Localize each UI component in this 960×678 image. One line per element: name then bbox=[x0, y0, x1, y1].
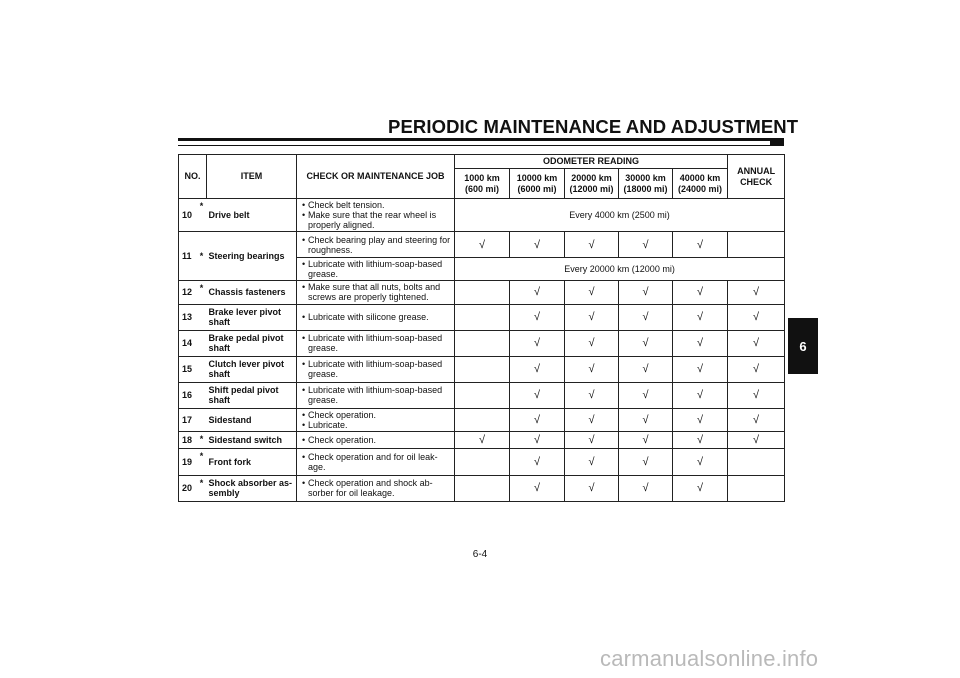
check-mark: √ bbox=[588, 389, 595, 402]
check-cell bbox=[728, 304, 785, 330]
job-step: • Make sure that all nuts, bolts and screws are properly tightened. bbox=[300, 282, 452, 302]
check-mark: √ bbox=[642, 482, 649, 495]
check-cell bbox=[510, 431, 565, 448]
inspection-mark bbox=[197, 330, 207, 356]
job-list bbox=[300, 385, 452, 405]
check-mark: √ bbox=[697, 286, 704, 299]
check-mark: √ bbox=[753, 286, 760, 299]
check-cell bbox=[728, 232, 785, 258]
job-list bbox=[300, 478, 452, 498]
watermark-text: carmanualsonline.info bbox=[600, 646, 819, 671]
chapter-tab: 6 bbox=[788, 318, 818, 374]
check-cell bbox=[455, 304, 510, 330]
page-title: PERIODIC MAINTENANCE AND ADJUSTMENT bbox=[388, 116, 799, 137]
interval-mi: (12000 mi) bbox=[569, 183, 614, 194]
check-mark: √ bbox=[697, 482, 704, 495]
job-step: • Check bearing play and steering for roughness. bbox=[300, 235, 452, 255]
check-cell bbox=[565, 330, 619, 356]
job-list bbox=[300, 259, 452, 279]
check-cell bbox=[565, 232, 619, 258]
interval-mi: (600 mi) bbox=[465, 183, 500, 194]
check-cell bbox=[673, 232, 728, 258]
inspection-mark bbox=[197, 356, 207, 382]
check-cell bbox=[728, 431, 785, 448]
job-list bbox=[300, 359, 452, 379]
check-cell bbox=[728, 475, 785, 501]
header-no: NO. bbox=[179, 155, 207, 199]
check-cell bbox=[510, 408, 565, 431]
table-row bbox=[179, 408, 785, 431]
check-mark: √ bbox=[478, 433, 486, 446]
check-cell bbox=[619, 382, 673, 408]
check-mark: √ bbox=[533, 433, 541, 446]
check-mark: √ bbox=[697, 413, 704, 426]
check-mark: √ bbox=[642, 238, 649, 251]
check-mark: √ bbox=[642, 455, 649, 468]
row-number: 13 bbox=[179, 304, 197, 330]
job-list bbox=[300, 410, 452, 430]
item-name: Brake lever pivot shaft bbox=[207, 304, 297, 330]
table-row bbox=[179, 382, 785, 408]
header-interval bbox=[619, 169, 673, 199]
check-cell bbox=[673, 356, 728, 382]
maintenance-job bbox=[297, 232, 455, 258]
check-mark: √ bbox=[588, 482, 595, 495]
job-step: • Lubricate. bbox=[300, 420, 452, 430]
inspection-mark: * bbox=[197, 199, 207, 232]
header-rule bbox=[178, 138, 784, 141]
job-step: • Lubricate with lithium-soap-based grease. bbox=[300, 259, 452, 279]
check-mark: √ bbox=[697, 363, 704, 376]
check-mark: √ bbox=[588, 455, 595, 468]
job-step: • Check operation. bbox=[300, 410, 452, 420]
check-mark: √ bbox=[478, 238, 486, 251]
check-cell bbox=[510, 448, 565, 475]
item-name: Drive belt bbox=[207, 199, 297, 232]
item-name: Steering bearings bbox=[207, 232, 297, 281]
check-mark: √ bbox=[753, 433, 760, 446]
check-cell bbox=[510, 356, 565, 382]
maintenance-job bbox=[297, 475, 455, 501]
check-cell bbox=[510, 475, 565, 501]
check-mark: √ bbox=[533, 311, 541, 324]
item-name: Clutch lever pivot shaft bbox=[207, 356, 297, 382]
table-row bbox=[179, 475, 785, 501]
interval-span: Every 4000 km (2500 mi) bbox=[455, 199, 785, 232]
job-step: • Lubricate with lithium-soap-based grease. bbox=[300, 359, 452, 379]
check-cell bbox=[565, 448, 619, 475]
interval-km: 10000 km bbox=[516, 173, 558, 184]
job-list bbox=[300, 235, 452, 255]
check-cell bbox=[565, 431, 619, 448]
table-row bbox=[179, 199, 785, 232]
check-mark: √ bbox=[642, 363, 649, 376]
maintenance-job bbox=[297, 408, 455, 431]
check-mark: √ bbox=[697, 311, 704, 324]
interval-km: 40000 km bbox=[679, 173, 721, 184]
maintenance-job bbox=[297, 356, 455, 382]
check-mark: √ bbox=[697, 238, 704, 251]
job-step: • Make sure that the rear wheel is properly aligned. bbox=[300, 210, 452, 230]
check-cell bbox=[728, 356, 785, 382]
inspection-mark bbox=[197, 408, 207, 431]
interval-km: 1000 km bbox=[464, 173, 500, 184]
row-number: 12 bbox=[179, 281, 197, 304]
job-list bbox=[300, 200, 452, 230]
check-cell bbox=[510, 330, 565, 356]
check-cell bbox=[673, 281, 728, 304]
check-cell bbox=[455, 382, 510, 408]
job-list bbox=[300, 452, 452, 472]
check-mark: √ bbox=[533, 238, 541, 251]
row-number: 18 bbox=[179, 431, 197, 448]
maintenance-job bbox=[297, 330, 455, 356]
check-cell bbox=[619, 448, 673, 475]
check-cell bbox=[619, 281, 673, 304]
check-mark: √ bbox=[697, 455, 704, 468]
job-step: • Check operation. bbox=[300, 435, 452, 445]
check-cell bbox=[510, 232, 565, 258]
check-cell bbox=[510, 304, 565, 330]
job-step: • Check operation and shock ab-sorber for oil leakage. bbox=[300, 478, 452, 498]
inspection-mark: * bbox=[197, 232, 207, 281]
header-annual: ANNUAL CHECK bbox=[728, 155, 785, 199]
check-mark: √ bbox=[642, 311, 649, 324]
row-number: 16 bbox=[179, 382, 197, 408]
check-mark: √ bbox=[753, 337, 760, 350]
header-interval bbox=[510, 169, 565, 199]
maintenance-job bbox=[297, 382, 455, 408]
inspection-mark: * bbox=[197, 281, 207, 304]
check-cell bbox=[728, 382, 785, 408]
interval-span: Every 20000 km (12000 mi) bbox=[455, 258, 785, 281]
row-number: 19 bbox=[179, 448, 197, 475]
maintenance-job bbox=[297, 199, 455, 232]
check-cell bbox=[455, 408, 510, 431]
check-mark: √ bbox=[642, 413, 649, 426]
check-mark: √ bbox=[533, 363, 541, 376]
item-name: Sidestand bbox=[207, 408, 297, 431]
page-number: 6-4 bbox=[472, 549, 488, 560]
row-number: 20 bbox=[179, 475, 197, 501]
maintenance-job bbox=[297, 258, 455, 281]
check-mark: √ bbox=[588, 337, 595, 350]
check-mark: √ bbox=[533, 413, 541, 426]
header-odometer: ODOMETER READING bbox=[455, 155, 728, 169]
check-cell bbox=[455, 448, 510, 475]
row-number: 17 bbox=[179, 408, 197, 431]
inspection-mark: * bbox=[197, 475, 207, 501]
check-mark: √ bbox=[533, 482, 541, 495]
check-cell bbox=[619, 356, 673, 382]
interval-km: 30000 km bbox=[625, 173, 666, 184]
table-row bbox=[179, 448, 785, 475]
interval-km: 20000 km bbox=[571, 173, 612, 184]
check-mark: √ bbox=[588, 413, 595, 426]
table-row bbox=[179, 232, 785, 258]
item-name: Sidestand switch bbox=[207, 431, 297, 448]
header-interval bbox=[565, 169, 619, 199]
interval-mi: (18000 mi) bbox=[623, 183, 668, 194]
check-cell bbox=[565, 356, 619, 382]
job-step: • Lubricate with lithium-soap-based grease. bbox=[300, 385, 452, 405]
job-list bbox=[300, 312, 452, 322]
row-number: 15 bbox=[179, 356, 197, 382]
maintenance-job bbox=[297, 431, 455, 448]
check-mark: √ bbox=[588, 363, 595, 376]
header-interval bbox=[673, 169, 728, 199]
job-list bbox=[300, 435, 452, 445]
check-cell bbox=[619, 232, 673, 258]
inspection-mark bbox=[197, 382, 207, 408]
check-mark: √ bbox=[533, 337, 541, 350]
row-number: 11 bbox=[179, 232, 197, 281]
inspection-mark: * bbox=[197, 448, 207, 475]
inspection-mark: * bbox=[197, 431, 207, 448]
interval-mi: (24000 mi) bbox=[678, 183, 723, 194]
maintenance-job bbox=[297, 281, 455, 304]
row-number: 14 bbox=[179, 330, 197, 356]
job-step: • Check belt tension. bbox=[300, 200, 452, 210]
check-mark: √ bbox=[697, 389, 704, 402]
check-mark: √ bbox=[697, 337, 704, 350]
job-step: • Lubricate with silicone grease. bbox=[300, 312, 452, 322]
check-cell bbox=[673, 304, 728, 330]
check-mark: √ bbox=[642, 286, 649, 299]
item-name: Shock absorber as-sembly bbox=[207, 475, 297, 501]
check-cell bbox=[510, 281, 565, 304]
check-cell bbox=[673, 475, 728, 501]
check-mark: √ bbox=[753, 389, 760, 402]
table-row bbox=[179, 304, 785, 330]
check-cell bbox=[728, 281, 785, 304]
header-rule-thin bbox=[178, 145, 784, 146]
check-cell bbox=[565, 475, 619, 501]
check-cell bbox=[455, 330, 510, 356]
check-mark: √ bbox=[588, 286, 595, 299]
check-cell bbox=[673, 431, 728, 448]
check-cell bbox=[619, 330, 673, 356]
interval-mi: (6000 mi) bbox=[517, 183, 557, 194]
check-mark: √ bbox=[588, 311, 595, 324]
check-cell bbox=[565, 408, 619, 431]
header-interval bbox=[455, 169, 510, 199]
job-list bbox=[300, 282, 452, 302]
check-mark: √ bbox=[753, 363, 760, 376]
table-row bbox=[179, 431, 785, 448]
check-mark: √ bbox=[588, 238, 595, 251]
check-cell bbox=[728, 330, 785, 356]
item-name: Front fork bbox=[207, 448, 297, 475]
check-mark: √ bbox=[533, 455, 541, 468]
check-cell bbox=[510, 382, 565, 408]
check-cell bbox=[619, 304, 673, 330]
check-mark: √ bbox=[642, 337, 649, 350]
check-cell bbox=[565, 304, 619, 330]
check-cell bbox=[673, 330, 728, 356]
table-row bbox=[179, 356, 785, 382]
table-row bbox=[179, 330, 785, 356]
job-list bbox=[300, 333, 452, 353]
header-item: ITEM bbox=[207, 155, 297, 199]
check-mark: √ bbox=[753, 311, 760, 324]
check-cell bbox=[455, 232, 510, 258]
check-cell bbox=[673, 448, 728, 475]
check-cell bbox=[455, 431, 510, 448]
check-cell bbox=[565, 281, 619, 304]
check-mark: √ bbox=[753, 413, 760, 426]
inspection-mark bbox=[197, 304, 207, 330]
check-mark: √ bbox=[697, 433, 704, 446]
row-number: 10 bbox=[179, 199, 197, 232]
table-row bbox=[179, 281, 785, 304]
check-cell bbox=[619, 431, 673, 448]
header-job: CHECK OR MAINTENANCE JOB bbox=[297, 155, 455, 199]
check-cell bbox=[455, 281, 510, 304]
check-mark: √ bbox=[533, 286, 541, 299]
check-cell bbox=[673, 408, 728, 431]
job-step: • Lubricate with lithium-soap-based grease. bbox=[300, 333, 452, 353]
item-name: Chassis fasteners bbox=[207, 281, 297, 304]
maintenance-job bbox=[297, 304, 455, 330]
item-name: Shift pedal pivot shaft bbox=[207, 382, 297, 408]
job-step: • Check operation and for oil leak-age. bbox=[300, 452, 452, 472]
maintenance-table bbox=[178, 154, 785, 502]
maintenance-job bbox=[297, 448, 455, 475]
check-cell bbox=[728, 408, 785, 431]
check-mark: √ bbox=[533, 389, 541, 402]
check-cell bbox=[619, 408, 673, 431]
check-mark: √ bbox=[588, 433, 595, 446]
item-name: Brake pedal pivot shaft bbox=[207, 330, 297, 356]
check-cell bbox=[728, 448, 785, 475]
check-cell bbox=[565, 382, 619, 408]
check-cell bbox=[619, 475, 673, 501]
check-cell bbox=[673, 382, 728, 408]
check-mark: √ bbox=[642, 433, 649, 446]
check-cell bbox=[455, 356, 510, 382]
check-cell bbox=[455, 475, 510, 501]
check-mark: √ bbox=[642, 389, 649, 402]
